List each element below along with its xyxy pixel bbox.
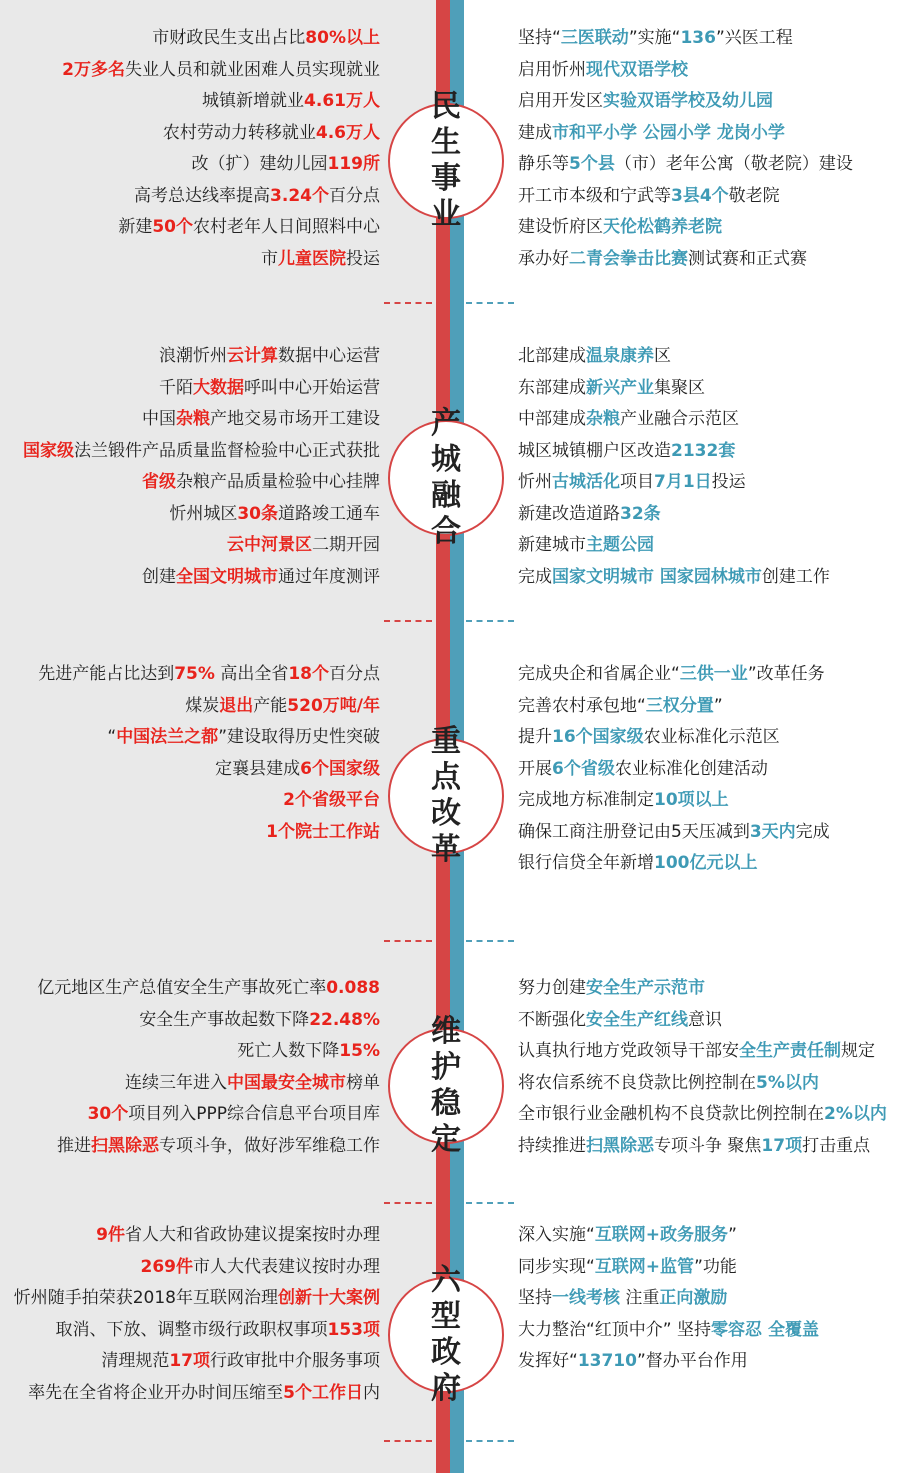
right-item	[518, 789, 729, 811]
item-text: 静乐等	[518, 154, 569, 174]
section-title: 产城融合	[431, 406, 467, 549]
highlight-text: 杂粮	[586, 409, 620, 429]
right-item	[518, 1350, 748, 1372]
highlight-text: 零容忍 全覆盖	[711, 1319, 819, 1340]
left-item	[139, 1009, 380, 1031]
highlight-text: 2万多名	[62, 59, 125, 80]
left-item	[266, 821, 380, 843]
right-item	[518, 566, 830, 588]
right-item	[518, 216, 722, 238]
highlight-text: 云中河景区	[227, 535, 312, 555]
item-text: 产能	[253, 695, 288, 716]
highlight-text: 3.24个	[270, 185, 329, 206]
item-text: 持续推进	[518, 1135, 586, 1156]
item-text: 安全生产事故起数下降	[139, 1009, 310, 1030]
highlight-text: 10项以上	[654, 790, 729, 810]
item-text: ”兴医工程	[715, 28, 793, 48]
item-text: 完成地方标准制定	[518, 790, 654, 810]
right-item	[518, 377, 705, 399]
section-title: 维护稳定	[431, 1014, 467, 1157]
left-item	[62, 59, 380, 81]
item-text: 中部建成	[518, 409, 586, 429]
right-item	[518, 1135, 870, 1157]
item-text: 新建改造道路	[518, 503, 620, 524]
right-item	[518, 185, 780, 207]
item-text: 中国	[142, 409, 176, 429]
highlight-text: 互联网+政务服务	[594, 1225, 729, 1245]
left-item	[28, 1382, 380, 1404]
section-title-circle	[388, 1014, 504, 1157]
item-text: 率先在全省将企业开办时间压缩至	[28, 1382, 284, 1403]
left-item	[107, 726, 380, 748]
item-text: 开工市本级和宁武等	[518, 185, 671, 206]
highlight-text: 全生产责任制	[739, 1041, 841, 1061]
highlight-text: 温泉康养	[586, 346, 654, 366]
highlight-text: 扫黑除恶	[91, 1135, 159, 1156]
item-text: 杂粮产品质量检验中心挂牌	[176, 472, 380, 492]
item-text: “	[107, 727, 117, 747]
right-item	[518, 122, 785, 144]
highlight-text: 省级	[142, 472, 176, 492]
right-item	[518, 345, 671, 367]
item-text: ”功能	[694, 1256, 737, 1277]
left-item	[159, 345, 380, 367]
left-item	[23, 440, 380, 462]
highlight-text: 17项	[169, 1351, 210, 1371]
right-item	[518, 1009, 722, 1031]
item-text: ”建设取得历史性突破	[218, 727, 380, 747]
item-text: 银行信贷全年新增	[518, 853, 654, 873]
section-title-circle	[388, 406, 504, 549]
right-item	[518, 440, 735, 462]
highlight-text: 三权分置	[645, 695, 714, 716]
highlight-text: 古城活化	[552, 472, 620, 492]
highlight-text: 6个国家级	[300, 758, 380, 779]
item-text: 开展	[518, 758, 552, 779]
right-item	[518, 1224, 737, 1246]
item-text: ”督办平台作用	[636, 1351, 748, 1371]
left-item	[237, 1040, 380, 1062]
highlight-text: 2132套	[671, 440, 736, 461]
highlight-text: 119所	[327, 154, 380, 174]
highlight-text: 22.48%	[309, 1009, 380, 1030]
left-item	[38, 663, 380, 685]
highlight-text: 正向激励	[659, 1288, 728, 1308]
item-text: ”改革任务	[747, 664, 825, 684]
right-item	[518, 726, 780, 748]
item-text: 坚持	[518, 1288, 552, 1308]
item-text: 高出全省	[214, 664, 289, 684]
item-text: 省人大和省政协建议提案按时办理	[125, 1225, 380, 1245]
item-text: 市人大代表建议按时办理	[193, 1256, 380, 1277]
item-text: ”	[713, 695, 723, 716]
highlight-text: 4.61万人	[304, 91, 380, 111]
item-text: 完善农村承包地“	[518, 695, 646, 716]
highlight-text: 实验双语学校及幼儿园	[603, 91, 773, 111]
item-text: 集聚区	[654, 377, 705, 398]
highlight-text: 互联网+监管	[594, 1256, 695, 1277]
item-text: 认真执行地方党政领导干部安	[518, 1041, 739, 1061]
item-text: 产地交易市场开工建设	[210, 409, 380, 429]
left-item	[169, 503, 380, 525]
right-item	[518, 90, 773, 112]
highlight-text: 中国最安全城市	[227, 1072, 346, 1093]
item-text: 连续三年进入	[125, 1072, 227, 1093]
highlight-text: 三供一业	[679, 664, 748, 684]
item-text: 榜单	[346, 1072, 380, 1093]
left-item	[142, 408, 380, 430]
item-text: 大力整治“红顶中介” 坚持	[518, 1319, 712, 1340]
section-divider-red	[384, 1202, 432, 1204]
highlight-text: 3天内	[749, 821, 796, 842]
left-item	[142, 471, 380, 493]
item-text: 投运	[711, 472, 746, 492]
item-text: 建设忻府区	[518, 217, 603, 237]
highlight-text: 4.6万人	[315, 122, 380, 143]
right-item	[518, 852, 758, 874]
item-text: 浪潮忻州	[159, 346, 227, 366]
item-text: 取消、下放、调整市级行政职权事项	[55, 1319, 328, 1340]
item-text: 完成	[795, 821, 830, 842]
highlight-text: 退出	[219, 695, 254, 716]
item-text: 打击重点	[802, 1135, 871, 1156]
item-text: 定襄县建成	[215, 758, 301, 779]
left-item	[96, 1224, 380, 1246]
highlight-text: 136	[680, 28, 716, 48]
item-text: 城区城镇棚户区改造	[518, 440, 671, 461]
right-item	[518, 1103, 887, 1125]
highlight-text: 5%以内	[756, 1072, 819, 1093]
item-text: 忻州	[518, 472, 552, 492]
right-item	[518, 1256, 737, 1278]
left-item	[192, 153, 381, 175]
highlight-text: 75%	[174, 664, 215, 684]
item-text: 确保工商注册登记由5天压减到	[518, 821, 750, 842]
right-item	[518, 153, 853, 175]
item-text: 启用忻州	[518, 59, 586, 80]
item-text: 亿元地区生产总值安全生产事故死亡率	[37, 978, 327, 998]
section-divider-red	[384, 302, 432, 304]
highlight-text: 主题公园	[586, 535, 654, 555]
highlight-text: 80%以上	[305, 28, 380, 48]
highlight-text: 现代双语学校	[586, 59, 688, 80]
highlight-text: 中国法兰之都	[116, 727, 219, 747]
item-text: 专项斗争，做好涉军维稳工作	[159, 1135, 380, 1156]
right-item	[518, 758, 768, 780]
item-text: 项目列入PPP综合信息平台项目库	[128, 1104, 380, 1124]
item-text: （市）老年公寓（敬老院）建设	[614, 154, 853, 174]
item-text: 规定	[841, 1041, 875, 1061]
item-text: 专项斗争 聚焦	[654, 1135, 762, 1156]
highlight-text: 市和平小学 公园小学 龙岗小学	[552, 122, 785, 143]
item-text: 将农信系统不良贷款比例控制在	[518, 1072, 756, 1093]
right-item	[518, 27, 793, 49]
left-item	[185, 695, 380, 717]
section-title: 六型政府	[431, 1263, 467, 1406]
right-item	[518, 977, 705, 999]
right-item	[518, 1287, 727, 1309]
highlight-text: 5个工作日	[283, 1382, 363, 1403]
item-text: 行政审批中介服务事项	[210, 1351, 380, 1371]
item-text: 同步实现“	[518, 1256, 595, 1277]
left-item	[202, 90, 380, 112]
item-text: ”实施“	[628, 28, 681, 48]
highlight-text: 15%	[339, 1041, 380, 1061]
item-text: 清理规范	[101, 1351, 170, 1371]
highlight-text: 安全生产示范市	[586, 978, 705, 998]
left-item	[159, 377, 380, 399]
left-item	[261, 248, 380, 270]
item-text: 百分点	[329, 664, 380, 684]
item-text: 新建	[118, 217, 153, 237]
item-text: 推进	[57, 1135, 91, 1156]
section-divider-blue	[466, 1440, 514, 1442]
left-item	[227, 534, 380, 556]
item-text: 千陌	[159, 377, 193, 398]
section-title: 重点改革	[431, 724, 467, 867]
highlight-text: 3县4个	[671, 185, 729, 206]
item-text: 二期开园	[312, 535, 380, 555]
highlight-text: 32条	[620, 503, 661, 524]
item-text: 数据中心运营	[278, 346, 380, 366]
item-text: 失业人员和就业困难人员实现就业	[125, 59, 380, 80]
item-text: 承办好	[518, 248, 569, 269]
left-item	[14, 1287, 380, 1309]
item-text: 不断强化	[518, 1009, 586, 1030]
item-text: 区	[654, 346, 671, 366]
item-text: 新建城市	[518, 535, 586, 555]
section-divider-blue	[466, 302, 514, 304]
section-divider-red	[384, 620, 432, 622]
right-item	[518, 1072, 819, 1094]
item-text: 意识	[688, 1009, 722, 1030]
right-item	[518, 695, 723, 717]
item-text: ”	[728, 1225, 737, 1245]
item-text: 高考总达线率提高	[134, 185, 271, 206]
highlight-text: 17项	[761, 1135, 803, 1156]
left-item	[283, 789, 380, 811]
left-item	[142, 566, 380, 588]
right-item	[518, 248, 807, 270]
highlight-text: 50个	[152, 217, 193, 237]
item-text: 市	[261, 248, 278, 269]
right-item	[518, 821, 830, 843]
section-title-circle	[388, 724, 504, 867]
highlight-text: 安全生产红线	[586, 1009, 688, 1030]
left-item	[101, 1350, 380, 1372]
item-text: 农业标准化创建活动	[614, 758, 768, 779]
item-text: 产业融合示范区	[620, 409, 739, 429]
highlight-text: 269件	[140, 1256, 193, 1277]
left-item	[134, 185, 380, 207]
highlight-text: 9件	[96, 1225, 125, 1245]
item-text: 全市银行业金融机构不良贷款比例控制在	[518, 1104, 824, 1124]
item-text: 坚持“	[518, 28, 561, 48]
item-text: 忻州随手拍荣获2018年互联网治理	[13, 1288, 278, 1308]
left-item	[125, 1072, 380, 1094]
left-item	[152, 27, 380, 49]
highlight-text: 18个	[288, 664, 329, 684]
item-text: 发挥好“	[518, 1351, 578, 1371]
item-text: 投运	[346, 248, 380, 269]
highlight-text: 新兴产业	[586, 377, 654, 398]
item-text: 农村劳动力转移就业	[162, 122, 316, 143]
right-item	[518, 471, 746, 493]
item-text: 深入实施“	[518, 1225, 595, 1245]
section-divider-blue	[466, 940, 514, 942]
highlight-text: 三医联动	[560, 28, 629, 48]
left-item	[56, 1319, 381, 1341]
item-text: 启用开发区	[518, 91, 603, 111]
highlight-text: 5个县	[569, 154, 615, 174]
highlight-text: 杂粮	[176, 409, 210, 429]
right-item	[518, 663, 825, 685]
right-item	[518, 1040, 875, 1062]
item-text: 煤炭	[185, 695, 220, 716]
highlight-text: 大数据	[193, 377, 244, 398]
highlight-text: 0.088	[326, 978, 380, 998]
highlight-text: 16个国家级	[552, 727, 644, 747]
highlight-text: 6个省级	[552, 758, 615, 779]
item-text: 努力创建	[518, 978, 586, 998]
item-text: 提升	[518, 727, 552, 747]
highlight-text: 520万吨/年	[287, 695, 380, 716]
item-text: 完成央企和省属企业“	[518, 664, 680, 684]
item-text: 创建工作	[761, 566, 830, 587]
right-item	[518, 1319, 819, 1341]
left-item	[57, 1135, 380, 1157]
section-title: 民生事业	[431, 89, 467, 232]
highlight-text: 30条	[237, 503, 278, 524]
item-text: 项目	[620, 472, 654, 492]
item-text: 创建	[142, 566, 176, 587]
highlight-text: 7月1日	[654, 472, 712, 492]
section-divider-blue	[466, 620, 514, 622]
highlight-text: 二青会拳击比赛	[569, 248, 688, 269]
left-item	[118, 216, 380, 238]
right-item	[518, 534, 654, 556]
highlight-text: 100亿元以上	[654, 853, 758, 873]
highlight-text: 全国文明城市	[176, 566, 278, 587]
left-item	[163, 122, 380, 144]
highlight-text: 创新十大案例	[278, 1288, 380, 1308]
item-text: 东部建成	[518, 377, 586, 398]
highlight-text: 云计算	[227, 346, 278, 366]
highlight-text: 2个省级平台	[283, 790, 380, 810]
item-text: 测试赛和正式赛	[688, 248, 807, 269]
section-title-circle	[388, 1263, 504, 1406]
highlight-text: 国家文明城市 国家园林城市	[552, 566, 762, 587]
highlight-text: 天伦松鹤养老院	[603, 217, 722, 237]
highlight-text: 153项	[327, 1319, 380, 1340]
item-text: 先进产能占比达到	[38, 664, 175, 684]
item-text: 城镇新增就业	[202, 91, 305, 111]
item-text: 建成	[518, 122, 552, 143]
item-text: 通过年度测评	[278, 566, 380, 587]
section-divider-blue	[466, 1202, 514, 1204]
left-item	[37, 977, 380, 999]
highlight-text: 2%以内	[824, 1104, 887, 1124]
left-item	[141, 1256, 381, 1278]
item-text: 忻州城区	[169, 503, 238, 524]
item-text: 道路竣工通车	[278, 503, 380, 524]
item-text: 完成	[518, 566, 552, 587]
highlight-text: 13710	[577, 1351, 637, 1371]
item-text: 内	[363, 1382, 380, 1403]
item-text: 农业标准化示范区	[643, 727, 780, 747]
highlight-text: 儿童医院	[278, 248, 346, 269]
item-text: 呼叫中心开始运营	[244, 377, 380, 398]
section-title-circle	[388, 89, 504, 232]
item-text: 注重	[620, 1288, 660, 1308]
item-text: 法兰锻件产品质量监督检验中心正式获批	[74, 440, 380, 461]
right-item	[518, 408, 739, 430]
left-item	[88, 1103, 380, 1125]
highlight-text: 国家级	[23, 440, 74, 461]
item-text: 市财政民生支出占比	[152, 28, 306, 48]
right-item	[518, 59, 688, 81]
left-item	[215, 758, 380, 780]
section-divider-red	[384, 1440, 432, 1442]
highlight-text: 扫黑除恶	[586, 1135, 654, 1156]
right-item	[518, 503, 661, 525]
item-text: 敬老院	[728, 185, 780, 206]
item-text: 改（扩）建幼儿园	[191, 154, 328, 174]
item-text: 农村老年人日间照料中心	[193, 217, 380, 237]
highlight-text: 30个	[87, 1104, 129, 1124]
section-divider-red	[384, 940, 432, 942]
item-text: 死亡人数下降	[237, 1041, 340, 1061]
highlight-text: 一线考核	[552, 1288, 620, 1308]
item-text: 北部建成	[518, 346, 586, 366]
item-text: 百分点	[329, 185, 380, 206]
highlight-text: 1个院士工作站	[266, 821, 380, 842]
